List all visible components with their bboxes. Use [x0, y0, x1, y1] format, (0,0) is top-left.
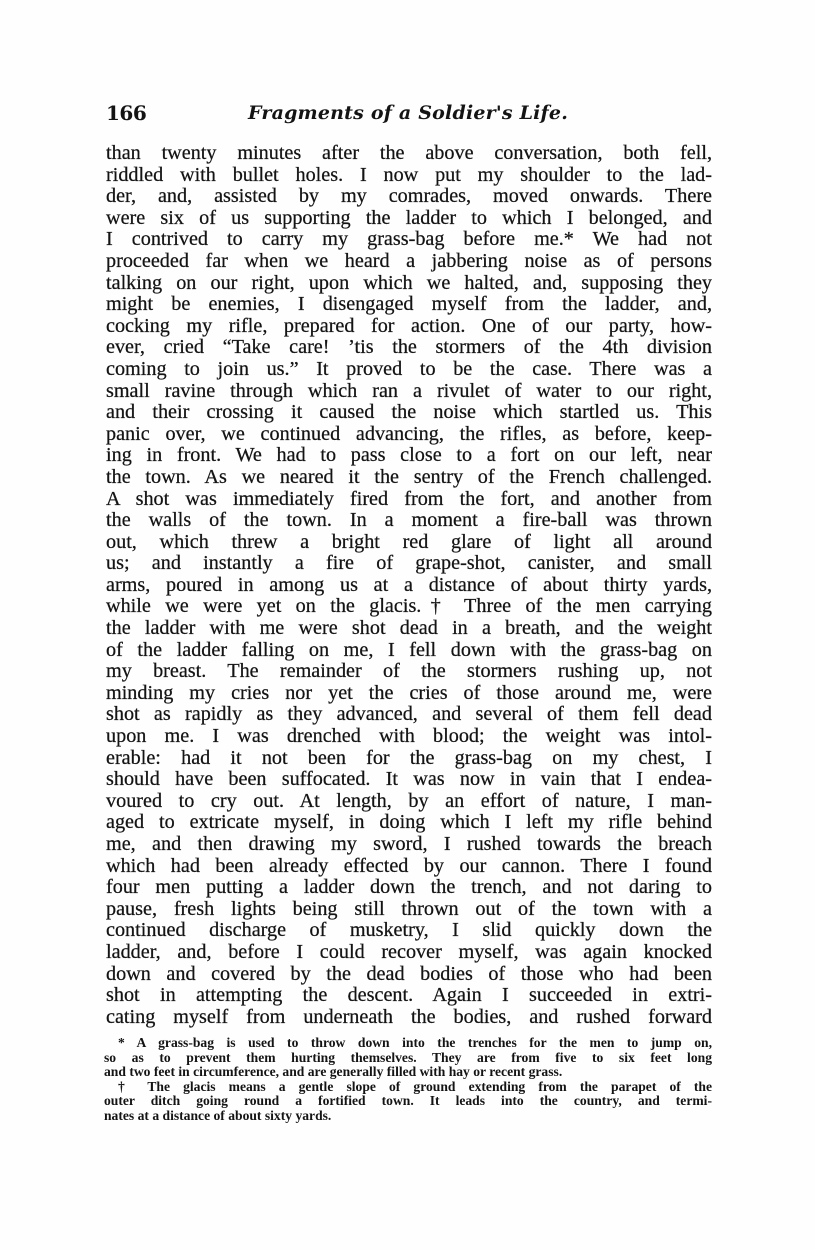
- body-line: upon me. I was drenched with blood; the weight was intol-: [106, 725, 712, 748]
- body-line: my breast. The remainder of the stormers rushing up, not: [106, 660, 712, 683]
- running-title: Fragments of a Soldier's Life.: [248, 102, 569, 124]
- footnote-grass-bag: [104, 1036, 712, 1080]
- body-line: shot as rapidly as they advanced, and several of them fell dead: [106, 703, 712, 726]
- body-line: arms, poured in among us at a distance of about thirty yards,: [106, 573, 712, 596]
- body-line: should have been suffocated. It was now in vain that I endea-: [106, 768, 712, 791]
- footnote-line: nates at a distance of about sixty yards.: [104, 1107, 332, 1123]
- body-line: while we were yet on the glacis.† Three of the men carrying: [106, 595, 712, 618]
- body-line: A shot was immediately fired from the fort, and another from: [106, 487, 712, 510]
- footnote-line: * A grass-bag is used to throw down into the trenches for the men to jump on,: [118, 1035, 712, 1050]
- body-line: the walls of the town. In a moment a fire-ball was thrown: [106, 509, 712, 532]
- footnote-line: and two feet in circumference, and are generally filled with hay or recent grass.: [104, 1064, 563, 1080]
- body-line: ever, cried “Take care! ’tis the stormers of the 4th division: [106, 336, 712, 359]
- body-line: ladder, and, before I could recover myself, was again knocked: [106, 940, 712, 963]
- body-line: might be enemies, I disengaged myself from the ladder, and,: [106, 293, 712, 316]
- body-line: coming to join us.” It proved to be the case. There was a: [106, 357, 712, 380]
- body-line: erable: had it not been for the grass-bag on my chest, I: [106, 746, 712, 769]
- body-line: down and covered by the dead bodies of those who had been: [106, 962, 712, 985]
- body-line: the town. As we neared it the sentry of the French challenged.: [106, 465, 712, 488]
- running-head: [106, 100, 712, 126]
- body-line: me, and then drawing my sword, I rushed towards the breach: [106, 833, 712, 855]
- footnote-line: † The glacis means a gentle slope of ground extending from the parapet of the: [118, 1078, 712, 1094]
- body-line: aged to extricate myself, in doing which I left my rifle behind: [106, 811, 712, 834]
- body-line: minding my cries nor yet the cries of those around me, were: [106, 681, 712, 704]
- body-line: cating myself from underneath the bodies, and rushed forward: [106, 1005, 712, 1028]
- body-line: I contrived to carry my grass-bag before me.* We had not: [106, 228, 712, 251]
- body-line: riddled with bullet holes. I now put my shoulder to the lad-: [106, 163, 712, 186]
- body-line: and their crossing it caused the noise which startled us. This: [106, 401, 712, 424]
- body-line: pause, fresh lights being still thrown out of the town with a: [106, 897, 712, 920]
- body-line: out, which threw a bright red glare of light all around: [106, 530, 712, 553]
- body-line: talking on our right, upon which we halted, and, supposing they: [106, 271, 712, 294]
- footnote-line: outer ditch going round a fortified town. It leads into the country, and termi-: [104, 1093, 712, 1109]
- body-line: small ravine through which ran a rivulet of water to our right,: [106, 379, 712, 402]
- body-line: four men putting a ladder down the trench, and not daring to: [106, 876, 712, 899]
- body-line: panic over, we continued advancing, the rifles, as before, keep-: [106, 422, 712, 445]
- body-line: cocking my rifle, prepared for action. One of our party, how-: [106, 314, 712, 337]
- body-line: were six of us supporting the ladder to which I belonged, and: [106, 206, 712, 229]
- body-text: [106, 143, 712, 1028]
- body-line: voured to cry out. At length, by an effort of nature, I man-: [106, 789, 712, 812]
- footnote-glacis: [104, 1080, 712, 1124]
- body-line: which had been already effected by our cannon. There I found: [106, 854, 712, 877]
- body-line: than twenty minutes after the above conversation, both fell,: [106, 142, 712, 164]
- body-line: us; and instantly a fire of grape-shot, canister, and small: [106, 552, 712, 575]
- body-line: ing in front. We had to pass close to a fort on our left, near: [106, 444, 712, 467]
- body-line: of the ladder falling on me, I fell down with the grass-bag on: [106, 638, 712, 661]
- page-number: 166: [106, 101, 147, 125]
- footnote-line: so as to prevent them hurting themselves. They are from five to six feet long: [104, 1049, 712, 1065]
- body-line: der, and, assisted by my comrades, moved onwards. There: [106, 185, 712, 208]
- body-line: proceeded far when we heard a jabbering noise as of persons: [106, 249, 712, 272]
- footnotes: [104, 1036, 712, 1124]
- body-line: continued discharge of musketry, I slid quickly down the: [106, 919, 712, 942]
- body-line: shot in attempting the descent. Again I succeeded in extri-: [106, 984, 712, 1007]
- body-line: the ladder with me were shot dead in a breath, and the weight: [106, 617, 712, 640]
